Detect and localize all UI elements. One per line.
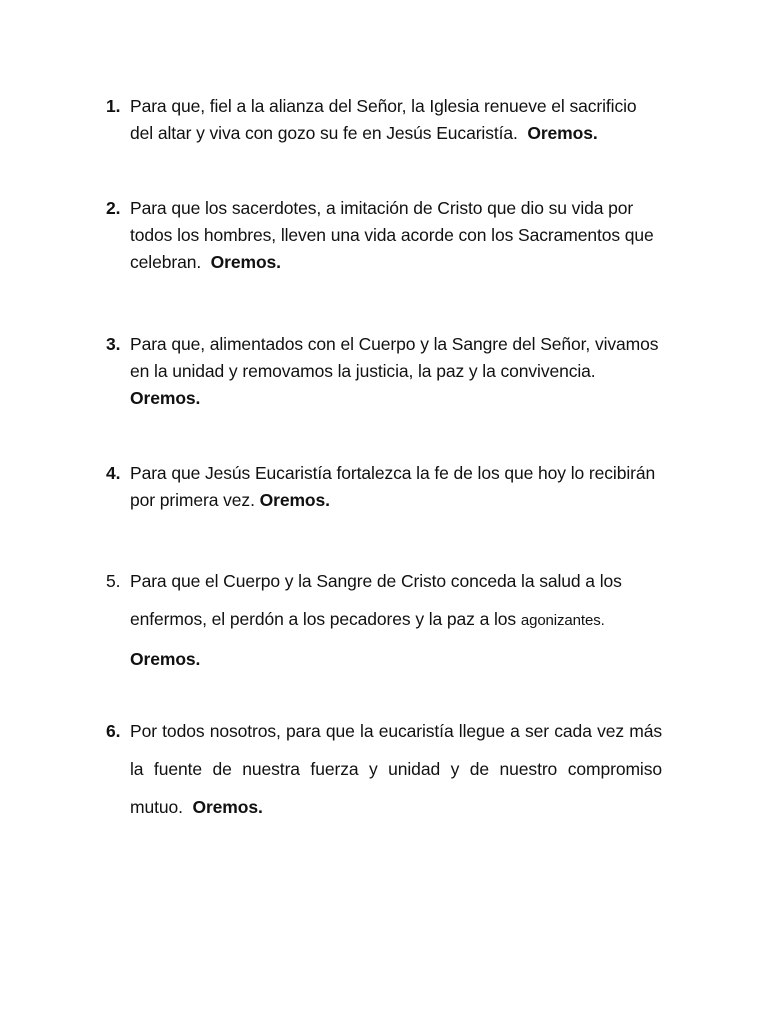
prayer-item xyxy=(106,712,662,826)
response-oremos: Oremos. xyxy=(527,123,598,143)
response-oremos: Oremos. xyxy=(210,252,281,272)
petition-text: Para que el Cuerpo y la Sangre de Cristo conceda la salud a los enfermos, el perdón a los pecadores y la paz a los xyxy=(130,571,622,629)
response-oremos: Oremos. xyxy=(130,388,201,408)
petition-text: Para que, alimentados con el Cuerpo y la Sangre del Señor, vivamos en la unidad y removamos la justicia, la paz y la convivencia. xyxy=(130,334,659,381)
item-text xyxy=(130,195,662,276)
prayer-item xyxy=(106,331,662,412)
response-oremos: Oremos. xyxy=(130,649,201,669)
item-number: 3. xyxy=(106,334,121,354)
item-number: 5. xyxy=(106,571,121,591)
item-text xyxy=(130,712,662,826)
prayer-item xyxy=(106,93,662,147)
item-number: 1. xyxy=(106,96,121,116)
petition-text: Para que Jesús Eucaristía fortalezca la fe de los que hoy lo recibirán por primera vez. xyxy=(130,463,656,510)
item-number: 4. xyxy=(106,463,121,483)
item-number: 2. xyxy=(106,198,121,218)
prayer-item xyxy=(106,460,662,514)
petition-text: Por todos nosotros, para que la eucaristía llegue a ser cada vez más la fuente de nuestra fuerza y unidad y de nuestro compromiso mutuo. xyxy=(130,721,662,817)
item-text xyxy=(130,331,662,412)
response-oremos: Oremos. xyxy=(259,490,330,510)
item-text xyxy=(130,93,662,147)
prayer-item xyxy=(106,562,662,678)
response-oremos: Oremos. xyxy=(192,797,263,817)
petition-text-small: agonizantes. xyxy=(520,612,605,629)
petition-text: Para que, fiel a la alianza del Señor, la Iglesia renueve el sacrificio del altar y viva con gozo su fe en Jesús Eucaristía. xyxy=(130,96,637,143)
petition-text: Para que los sacerdotes, a imitación de Cristo que dio su vida por todos los hombres, lleven una vida acorde con los Sacramentos que celebran. xyxy=(130,198,654,272)
item-number: 6. xyxy=(106,721,121,741)
item-text xyxy=(130,460,662,514)
item-text xyxy=(130,562,662,678)
prayer-item xyxy=(106,195,662,276)
